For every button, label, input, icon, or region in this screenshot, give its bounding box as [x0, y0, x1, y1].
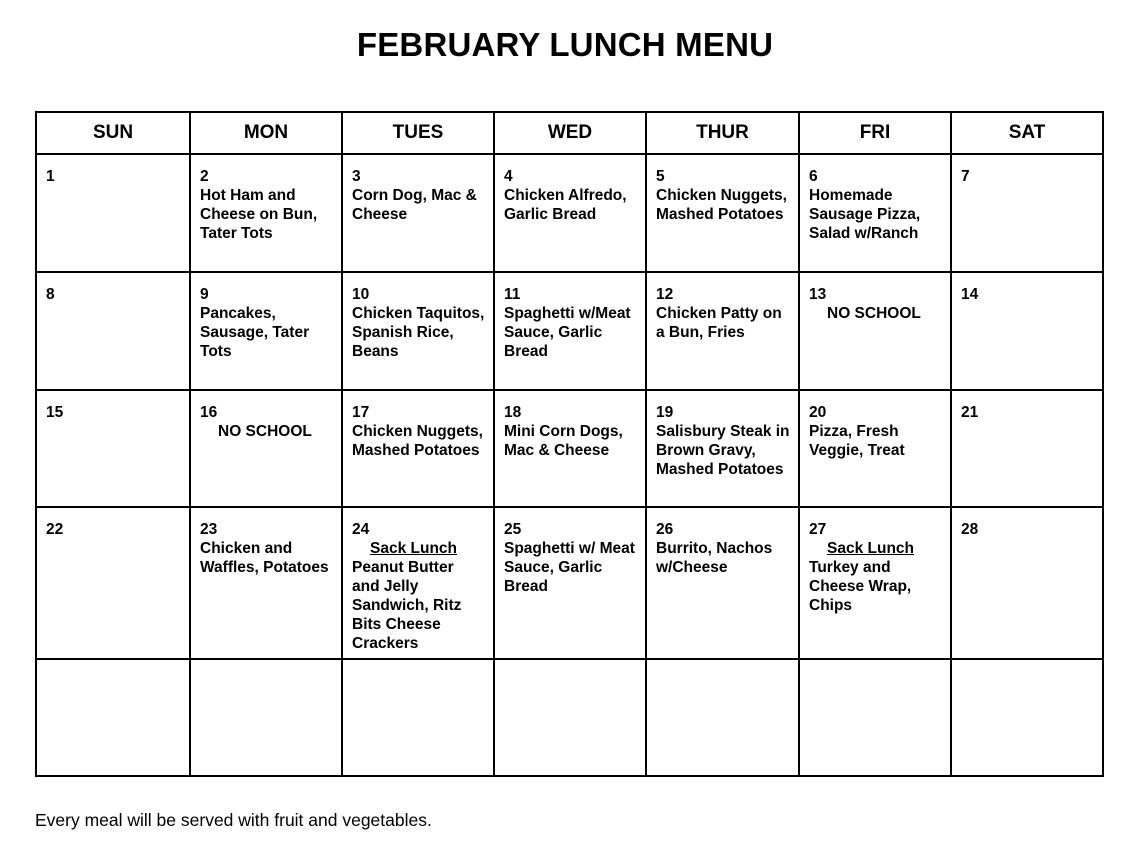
day-number: 27	[809, 521, 827, 538]
day-cell	[951, 390, 1103, 507]
day-number: 18	[504, 404, 522, 421]
day-number: 1	[46, 168, 55, 185]
day-cell	[494, 507, 646, 659]
menu-item: Salisbury Steak in Brown Gravy, Mashed Potatoes	[656, 423, 790, 478]
week-row	[36, 154, 1103, 272]
menu-item: Pancakes, Sausage, Tater Tots	[200, 305, 310, 360]
day-cell	[342, 659, 494, 776]
menu-item: Sack Lunch	[827, 540, 914, 557]
day-number: 23	[200, 521, 218, 538]
menu-item: Pizza, Fresh Veggie, Treat	[809, 423, 905, 459]
day-cell	[190, 507, 342, 659]
day-cell	[36, 390, 190, 507]
day-cell	[646, 272, 799, 390]
day-cell	[494, 154, 646, 272]
day-cell	[799, 154, 951, 272]
day-cell	[951, 154, 1103, 272]
weekday-header: MON	[190, 112, 342, 154]
day-number: 25	[504, 521, 522, 538]
menu-item: Spaghetti w/Meat Sauce, Garlic Bread	[504, 305, 631, 360]
day-cell	[494, 272, 646, 390]
menu-item: Spaghetti w/ Meat Sauce, Garlic Bread	[504, 540, 635, 595]
day-cell	[342, 154, 494, 272]
day-cell	[951, 659, 1103, 776]
day-number: 9	[200, 286, 209, 303]
menu-item: Turkey and Cheese Wrap, Chips	[809, 559, 912, 614]
day-number: 6	[809, 168, 818, 185]
day-number: 3	[352, 168, 361, 185]
week-row	[36, 390, 1103, 507]
week-row	[36, 659, 1103, 776]
day-cell	[799, 659, 951, 776]
day-cell	[494, 659, 646, 776]
menu-item: Peanut Butter and Jelly Sandwich, Ritz Bits Cheese Crackers	[352, 559, 462, 652]
weekday-header: WED	[494, 112, 646, 154]
day-cell	[951, 507, 1103, 659]
day-cell	[646, 390, 799, 507]
day-number: 2	[200, 168, 209, 185]
menu-item: Hot Ham and Cheese on Bun, Tater Tots	[200, 187, 318, 242]
day-cell	[36, 659, 190, 776]
menu-item: Burrito, Nachos w/Cheese	[656, 540, 773, 576]
day-cell	[342, 507, 494, 659]
day-number: 14	[961, 286, 979, 303]
day-cell	[494, 390, 646, 507]
day-cell	[190, 390, 342, 507]
day-number: 13	[809, 286, 827, 303]
day-cell	[799, 507, 951, 659]
page-title: FEBRUARY LUNCH MENU	[356, 26, 774, 63]
menu-item: Corn Dog, Mac & Cheese	[352, 187, 477, 223]
menu-item: Sack Lunch	[370, 540, 457, 557]
day-cell	[646, 507, 799, 659]
day-cell	[799, 272, 951, 390]
day-number: 16	[200, 404, 218, 421]
menu-item: Chicken and Waffles, Potatoes	[200, 540, 329, 576]
day-number: 11	[504, 286, 521, 303]
menu-item: NO SCHOOL	[218, 423, 312, 440]
weekday-header: FRI	[799, 112, 951, 154]
day-number: 19	[656, 404, 674, 421]
day-cell	[36, 272, 190, 390]
day-number: 20	[809, 404, 827, 421]
day-number: 7	[961, 168, 970, 185]
week-row	[36, 272, 1103, 390]
day-cell	[190, 154, 342, 272]
day-number: 12	[656, 286, 674, 303]
day-number: 5	[656, 168, 665, 185]
menu-item: Homemade Sausage Pizza, Salad w/Ranch	[809, 187, 921, 242]
weekday-header-row	[36, 112, 1103, 154]
day-number: 28	[961, 521, 979, 538]
day-number: 22	[46, 521, 64, 538]
menu-item: Chicken Nuggets, Mashed Potatoes	[352, 423, 483, 459]
day-number: 8	[46, 286, 55, 303]
footer-note: Every meal will be served with fruit and vegetables.	[35, 810, 432, 830]
day-cell	[36, 154, 190, 272]
weekday-header: TUES	[342, 112, 494, 154]
day-number: 4	[504, 168, 513, 185]
weekday-header: THUR	[646, 112, 799, 154]
menu-item: Mini Corn Dogs, Mac & Cheese	[504, 423, 623, 459]
menu-item: Chicken Nuggets, Mashed Potatoes	[656, 187, 787, 223]
day-cell	[342, 272, 494, 390]
day-number: 17	[352, 404, 370, 421]
week-row	[36, 507, 1103, 659]
day-cell	[951, 272, 1103, 390]
day-cell	[190, 272, 342, 390]
menu-item: NO SCHOOL	[827, 305, 921, 322]
day-number: 26	[656, 521, 674, 538]
day-number: 10	[352, 286, 370, 303]
day-cell	[799, 390, 951, 507]
day-number: 24	[352, 521, 370, 538]
day-number: 21	[961, 404, 979, 421]
weekday-header: SAT	[951, 112, 1103, 154]
day-cell	[190, 659, 342, 776]
menu-item: Chicken Patty on a Bun, Fries	[656, 305, 782, 341]
menu-item: Chicken Alfredo, Garlic Bread	[504, 187, 627, 223]
menu-item: Chicken Taquitos, Spanish Rice, Beans	[352, 305, 485, 360]
day-cell	[646, 154, 799, 272]
day-cell	[36, 507, 190, 659]
day-number: 15	[46, 404, 64, 421]
weekday-header: SUN	[36, 112, 190, 154]
day-cell	[646, 659, 799, 776]
day-cell	[342, 390, 494, 507]
lunch-menu-calendar	[35, 111, 1104, 777]
